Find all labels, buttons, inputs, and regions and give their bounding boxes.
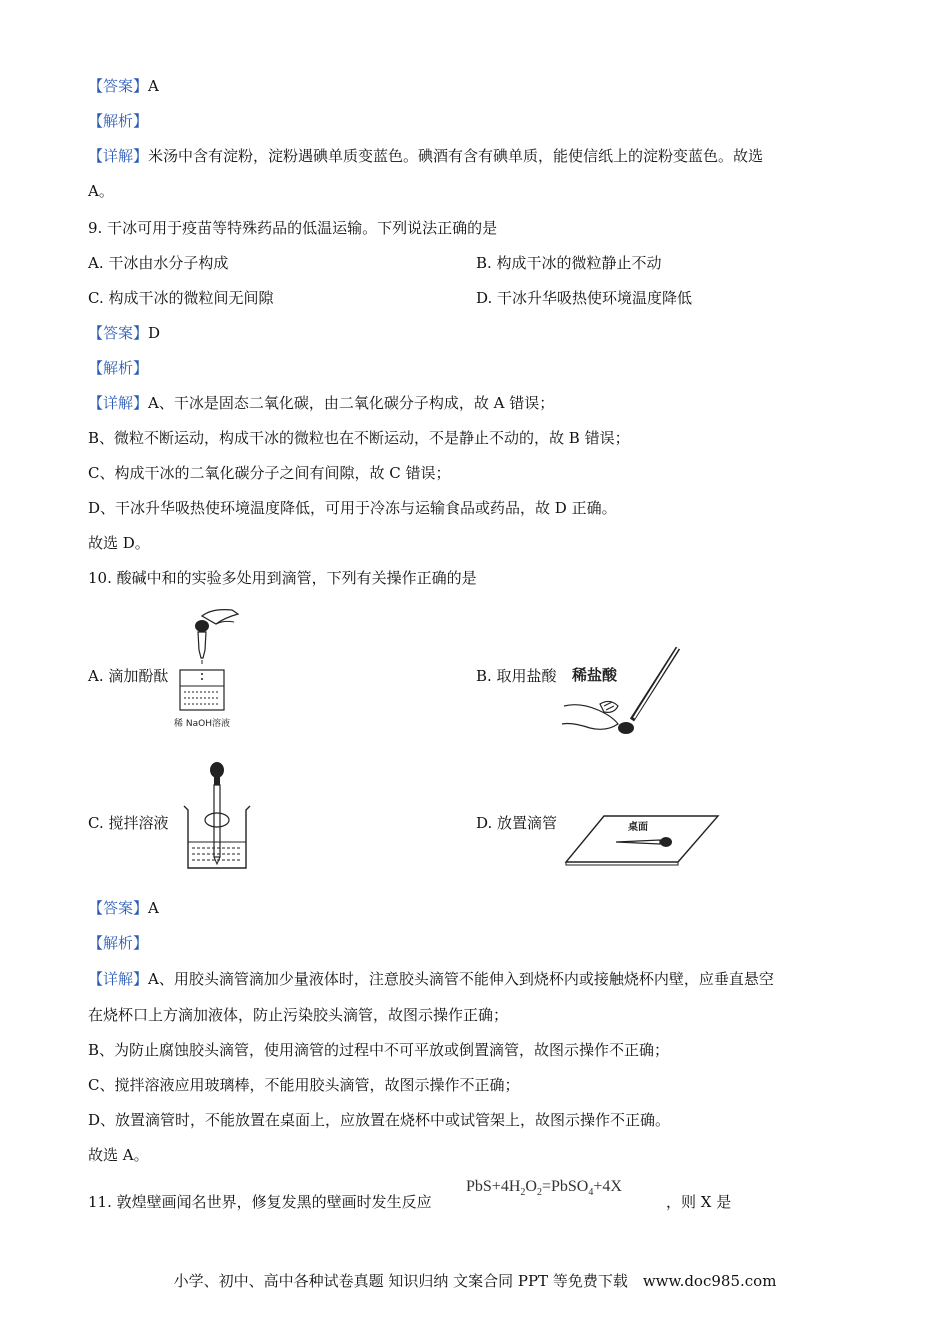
- q10-stem: 10. 酸碱中和的实验多处用到滴管，下列有关操作正确的是: [88, 569, 477, 587]
- figure-a-label: 稀 NaOH溶液: [174, 719, 230, 729]
- q8-analysis-tag: 【解析】: [88, 112, 149, 130]
- q10-detail-a1: [88, 969, 774, 989]
- detail-tag: 【详解】: [88, 970, 149, 988]
- answer-tag: 【答案】: [88, 324, 149, 342]
- q10-detail-a2: 在烧杯口上方滴加液体，防止污染胶头滴管，故图示操作正确；: [88, 1006, 509, 1024]
- q11-stem-before: 11. 敦煌壁画闻名世界，修复发黑的壁画时发生反应: [88, 1193, 432, 1211]
- detail-tag: 【详解】: [88, 394, 149, 412]
- q9-detail-b: B、微粒不断运动，构成干冰的微粒也在不断运动，不是静止不动的，故 B 错误；: [88, 429, 630, 447]
- q8-answer-line: [88, 76, 159, 96]
- q9-answer-line: [88, 323, 160, 343]
- q11-stem-after: ，则 X 是: [666, 1193, 732, 1211]
- figure-b-label: 稀盐酸: [572, 666, 618, 684]
- q10-detail-c: C、搅拌溶液应用玻璃棒，不能用胶头滴管，故图示操作不正确；: [88, 1076, 520, 1094]
- detail-tag: 【详解】: [88, 147, 149, 165]
- q10-detail-b: B、为防止腐蚀胶头滴管，使用滴管的过程中不可平放或倒置滴管，故图示操作不正确；: [88, 1041, 670, 1059]
- detail-text: A、用胶头滴管滴加少量液体时，注意胶头滴管不能伸入到烧杯内或接触烧杯内壁，应垂直悬空: [148, 970, 774, 988]
- q10-analysis-tag: 【解析】: [88, 934, 149, 952]
- q9-option-c: C. 构成干冰的微粒间无间隙: [88, 289, 274, 307]
- answer-value: A: [148, 77, 159, 95]
- q10-conclusion: 故选 A。: [88, 1146, 149, 1164]
- q9-conclusion: 故选 D。: [88, 534, 150, 552]
- q9-detail-a: [88, 393, 554, 413]
- q9-option-b: B. 构成干冰的微粒静止不动: [476, 254, 662, 272]
- figure-stirring-with-dropper: [178, 760, 256, 872]
- q11-chemical-equation: $PbS+4H_2O_2=PbSO_4+4X$: [466, 1178, 622, 1199]
- q10-option-b: B. 取用盐酸: [476, 667, 557, 685]
- answer-tag: 【答案】: [88, 899, 149, 917]
- q9-detail-c: C、构成干冰的二氧化碳分子之间有间隙，故 C 错误；: [88, 464, 451, 482]
- q10-option-a: A. 滴加酚酞: [88, 667, 169, 685]
- q10-answer-line: [88, 898, 159, 918]
- q8-detail-line: [88, 146, 763, 166]
- q9-option-a: A. 干冰由水分子构成: [88, 254, 229, 272]
- figure-dropper-tilted-hand: [560, 644, 684, 740]
- figure-d-label: 桌面: [628, 822, 648, 833]
- figure-dropper-on-desk: [564, 812, 720, 866]
- q9-detail-d: D、干冰升华吸热使环境温度降低，可用于冷冻与运输食品或药品，故 D 正确。: [88, 499, 617, 517]
- answer-value: A: [148, 899, 159, 917]
- q9-option-d: D. 干冰升华吸热使环境温度降低: [476, 289, 693, 307]
- q10-option-d: D. 放置滴管: [476, 814, 558, 832]
- answer-value: D: [148, 324, 161, 342]
- answer-tag: 【答案】: [88, 77, 149, 95]
- q10-detail-d: D、放置滴管时，不能放置在桌面上，应放置在烧杯中或试管架上，故图示操作不正确。: [88, 1111, 671, 1129]
- q9-analysis-tag: 【解析】: [88, 359, 149, 377]
- q8-detail-line-2: A。: [88, 182, 114, 200]
- q9-stem: 9. 干冰可用于疫苗等特殊药品的低温运输。下列说法正确的是: [88, 219, 498, 237]
- q10-option-c: C. 搅拌溶液: [88, 814, 169, 832]
- detail-text: 米汤中含有淀粉，淀粉遇碘单质变蓝色。碘酒有含有碘单质，能使信纸上的淀粉变蓝色。故选: [148, 147, 764, 165]
- detail-text: A、干冰是固态二氧化碳，由二氧化碳分子构成，故 A 错误；: [148, 394, 555, 412]
- figure-dropper-over-beaker: [172, 606, 244, 732]
- page-footer: 小学、初中、高中各种试卷真题 知识归纳 文案合同 PPT 等免费下载 www.doc985.com: [173, 1272, 777, 1290]
